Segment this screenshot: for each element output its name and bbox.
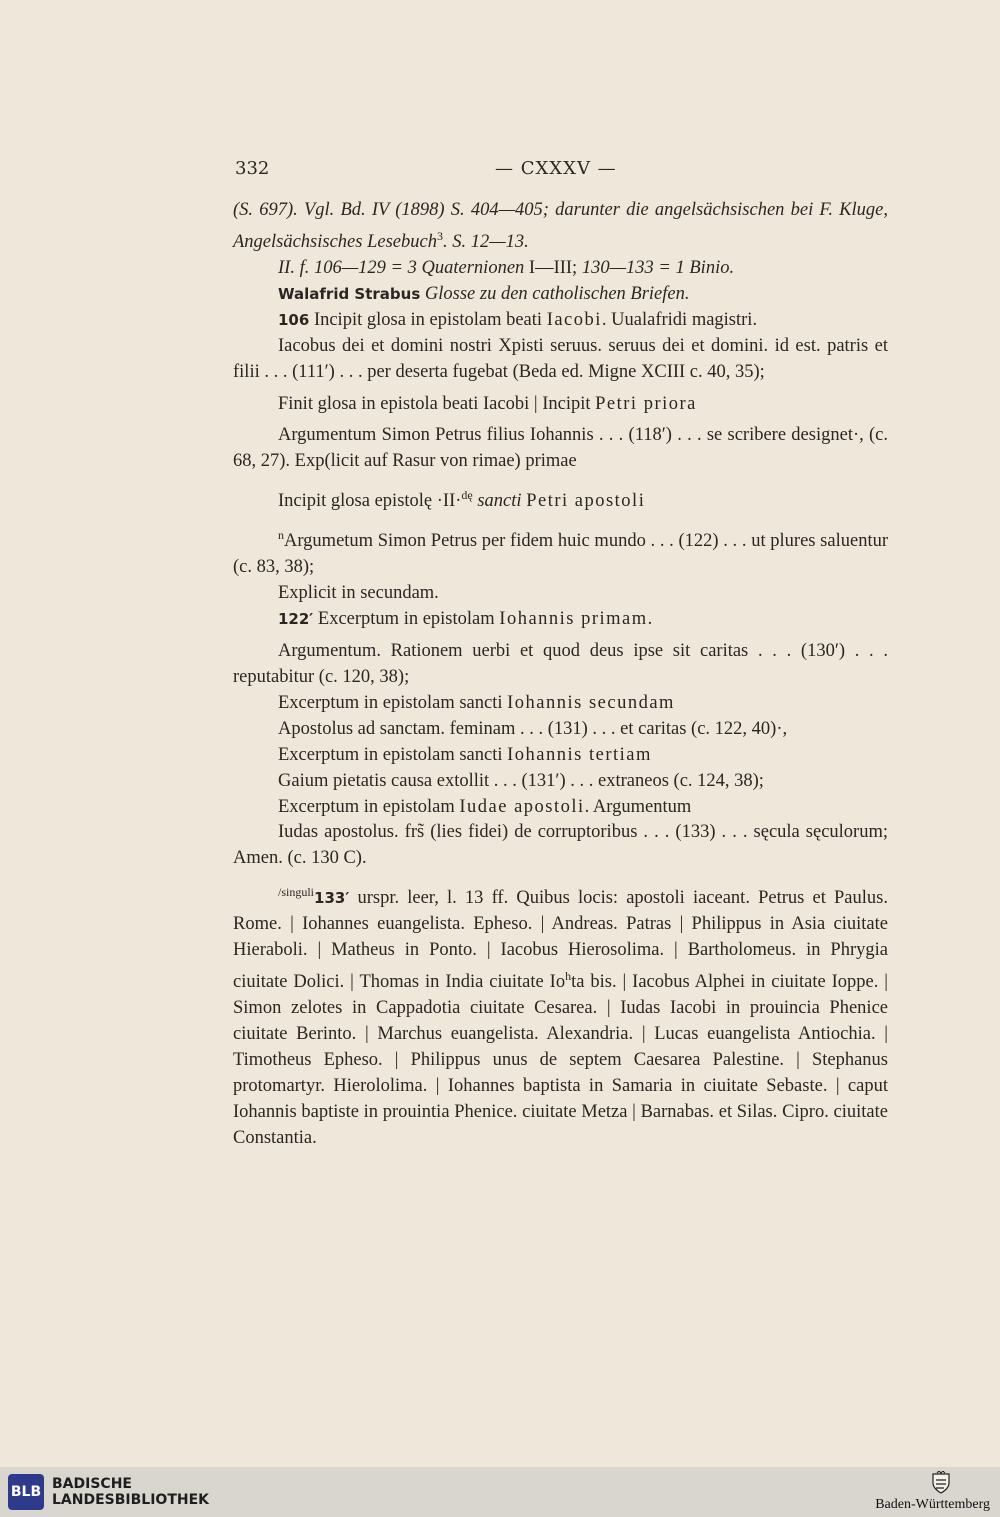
paragraph: Iudas apostolus. frs̃ (lies fidei) de corruptoribus . . . (133) . . . sęcula sęculorum; Amen. (c. 130 C). bbox=[233, 822, 888, 869]
paragraph bbox=[233, 198, 888, 256]
state-name: Baden-Württemberg bbox=[875, 1497, 990, 1512]
page-body bbox=[233, 198, 888, 1152]
spaced-text: Petri priora bbox=[595, 393, 697, 414]
folio-number: 106 bbox=[278, 310, 310, 329]
text-span: Excerptum in epistolam bbox=[278, 796, 460, 817]
paragraph bbox=[233, 256, 888, 282]
text-span: bei F. Kluge, Angelsächsisches Lesebuch bbox=[233, 200, 888, 253]
paragraph bbox=[233, 483, 888, 515]
text-span: Finit glosa in epistola beati Iacobi | Incipit bbox=[278, 393, 596, 414]
library-name-line: BADISCHE bbox=[52, 1476, 132, 1492]
superscript: dę bbox=[461, 488, 473, 503]
text-span: I—III; bbox=[528, 257, 582, 278]
paragraph: Iacobus dei et domini nostri Xpisti seruus. seruus dei et domini. id est. patris et filii . . . (111′) . . . per deserta fugebat (Beda ed. Migne XCIII c. 40, 35); bbox=[233, 335, 888, 382]
paragraph: Argumentum. Rationem uerbi et quod deus ipse sit caritas . . . (130′) . . . reputabitur (c. 120, 38); bbox=[233, 641, 888, 687]
paragraph: Argumentum Simon Petrus filius Iohannis . . . (118′) . . . se scribere designet·, (c. 68, 27). Exp(licit auf Rasur von rimae) primae bbox=[233, 425, 888, 472]
text-span: sancti bbox=[472, 491, 527, 512]
spaced-text: Petri apostoli bbox=[526, 491, 646, 512]
text-span: . S. 12—13. bbox=[442, 232, 529, 253]
library-footer bbox=[0, 1467, 1000, 1517]
text-span: Incipit glosa in epistolam beati bbox=[309, 309, 547, 330]
paragraph: Apostolus ad sanctam. feminam . . . (131) . . . et caritas (c. 122, 40)·, bbox=[278, 718, 788, 739]
text-span: . Uualafridi magistri. bbox=[601, 309, 758, 330]
text-span: ta bis. | Iacobus Alphei in ciuitate Ioppe. | Simon zelotes in Cappadotia ciuitate Cesarea. | Iudas Iacobi in prouincia Phenice ciuitate Berinto. | Marchus euangelista. Alexandria. | Lucas euangelista Antiochia. | Timotheus Epheso. | Philippus unus de septem Caesarea Palestine. | Stephanus protomartyr. Hierololima. | Iohannes baptista in Samaria in ciuitate Sebaste. | caput Iohannis baptiste in prouintia Phenice. ciuitate Metza | Barnabas. et Silas. Cipro. ciuitate Constantia. bbox=[233, 972, 888, 1148]
paragraph bbox=[233, 743, 888, 769]
text-span: Excerptum in epistolam sancti bbox=[278, 744, 508, 765]
spaced-text: Iacobi bbox=[546, 309, 602, 330]
folio-number: 133′ bbox=[314, 889, 350, 908]
superscript: h bbox=[565, 969, 572, 984]
page-number: 332 bbox=[235, 158, 270, 179]
text-span: (S. 697). Vgl. Bd. IV (1898) S. 404—405; darunter die angelsächsischen bbox=[233, 200, 785, 220]
paragraph: Gaium pietatis causa extollit . . . (131′) . . . extraneos (c. 124, 38); bbox=[278, 770, 764, 791]
blb-logo[interactable]: BLB bbox=[8, 1474, 44, 1510]
spaced-text: Iohannis primam. bbox=[499, 609, 654, 630]
paragraph bbox=[233, 607, 888, 633]
paragraph bbox=[233, 392, 888, 418]
spaced-text: Iohannis secundam bbox=[507, 692, 675, 713]
text-span: Excerptum in epistolam bbox=[313, 609, 500, 630]
superscript: /singuli bbox=[278, 885, 315, 900]
signature-mark: — CXXXV — bbox=[495, 158, 617, 179]
text-span: Incipit glosa epistolę ·II· bbox=[278, 491, 462, 512]
text-span: Argumetum Simon Petrus per fidem huic mundo . . . (122) . . . ut plures saluentur (c. 83, 38); bbox=[233, 531, 888, 578]
text-span: 130—133 = 1 Binio. bbox=[581, 257, 735, 278]
paragraph bbox=[233, 308, 888, 334]
spaced-text: Iohannis tertiam bbox=[507, 744, 652, 765]
library-name-line: LANDESBIBLIOTHEK bbox=[52, 1492, 210, 1508]
spaced-text: Iudae apostoli bbox=[459, 796, 585, 817]
folio-number: 122′ bbox=[278, 610, 314, 629]
text-span: urspr. leer, l. 13 ff. Quibus locis: apostoli iaceant. Petrus et Paulus. Rome. | Iohannes euangelista. Epheso. | Andreas. Patras | Philippus in Asia ciuitate Hieraboli. | Matheus in Ponto. | Iacobus Hierosolima. | Bartholomeus. in Phrygia ciuitate Dolici. | Thomas in India ciuitate Io bbox=[233, 888, 888, 993]
text-span: II. f. 106—129 = 3 Quaternionen bbox=[278, 257, 529, 278]
paragraph bbox=[233, 795, 888, 821]
paragraph bbox=[233, 691, 888, 717]
paragraph bbox=[233, 880, 888, 1151]
coat-of-arms-icon bbox=[930, 1471, 952, 1495]
paragraph: Explicit in secundam. bbox=[278, 583, 439, 604]
library-name[interactable] bbox=[52, 1476, 209, 1508]
author-name: Walafrid Strabus bbox=[278, 284, 421, 303]
text-span: . Argumentum bbox=[584, 796, 692, 817]
text-span: Glosse zu den catholischen Briefen. bbox=[420, 283, 690, 304]
superscript: 3 bbox=[436, 228, 443, 243]
paragraph bbox=[233, 523, 888, 581]
paragraph bbox=[233, 282, 888, 308]
superscript: n bbox=[278, 528, 284, 543]
page-header bbox=[235, 158, 885, 184]
text-span: Excerptum in epistolam sancti bbox=[278, 692, 508, 713]
